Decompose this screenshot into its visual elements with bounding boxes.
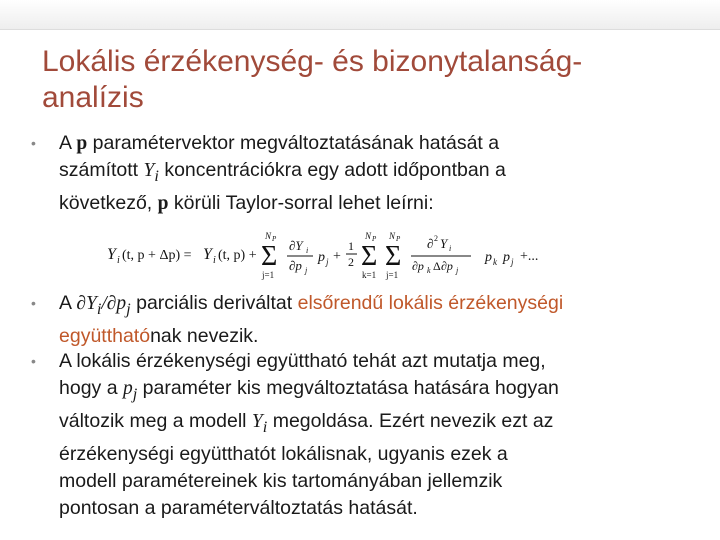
formula-lhs-Y: Y bbox=[107, 246, 116, 263]
sum2-lower: k=1 bbox=[362, 270, 377, 280]
text: A bbox=[59, 292, 77, 314]
symbol-p: p bbox=[76, 133, 88, 154]
frac2-den-a: ∂p bbox=[412, 259, 424, 273]
symbol-p: p bbox=[122, 378, 133, 399]
highlight-term: elsőrendű lokális érzékenységi bbox=[297, 292, 564, 314]
subscript-j: j bbox=[126, 299, 131, 318]
bullet2-line2 bbox=[59, 323, 720, 350]
frac2-num-sub: i bbox=[449, 244, 452, 253]
symbol-Y: Y bbox=[251, 410, 263, 432]
bullet3-line4: érzékenységi együtthatót lokálisnak, ugyanis ezek a bbox=[59, 442, 508, 465]
frac2-num-Y: Y bbox=[440, 236, 448, 251]
tail-pk-sub: k bbox=[493, 257, 497, 267]
frac2-den-delta: Δ bbox=[433, 259, 441, 273]
frac2-num-sup: 2 bbox=[434, 234, 438, 243]
tail-pk: p bbox=[485, 250, 492, 265]
term-p: p bbox=[318, 250, 325, 265]
frac2-den-j: j bbox=[456, 266, 459, 275]
bullet1-line3 bbox=[59, 190, 708, 217]
text: parciális deriváltat bbox=[130, 292, 298, 314]
bullet3-line1: A lokális érzékenységi együttható tehát azt mutatja meg, bbox=[59, 350, 546, 372]
bullet-taylor-intro bbox=[28, 130, 708, 217]
term-p-sub: j bbox=[326, 257, 329, 267]
text: paramétervektor megváltoztatásának hatását a bbox=[87, 132, 500, 154]
bullet-derivative-definition bbox=[28, 290, 720, 350]
frac2-num-partial: ∂ bbox=[427, 236, 434, 251]
sum3-lower: j=1 bbox=[386, 270, 399, 280]
text: koncentrációkra egy adott időpontban a bbox=[158, 159, 506, 181]
text: megoldása. Ezért nevezik ezt az bbox=[267, 409, 554, 432]
sum1-sigma-icon: Σ bbox=[261, 241, 278, 272]
sum2-sigma-icon: Σ bbox=[361, 241, 378, 272]
text: paraméter kis megváltoztatása hatására hogyan bbox=[137, 377, 559, 399]
bullet3-line2 bbox=[59, 375, 720, 408]
symbol-Y: Y bbox=[143, 160, 155, 181]
top-header-bar bbox=[0, 0, 720, 30]
frac1-den: ∂p bbox=[289, 258, 302, 273]
half-num: 1 bbox=[348, 239, 354, 253]
bullet-dot-icon: • bbox=[31, 295, 36, 311]
frac1-num-sub: i bbox=[306, 246, 309, 255]
formula-rhs-Y: Y bbox=[203, 246, 212, 263]
sum2-upper-sub: P bbox=[372, 235, 377, 243]
sum2-upper: N bbox=[365, 231, 372, 241]
text: hogy a bbox=[59, 377, 123, 399]
highlight-term: együttható bbox=[59, 324, 151, 347]
bullet3-line5: modell paramétereinek kis tartományában jellemzik bbox=[59, 469, 503, 492]
bullet-sensitivity-explanation bbox=[28, 348, 720, 522]
slide-title bbox=[42, 44, 692, 116]
formula-rhs-args: (t, p) + bbox=[218, 248, 257, 263]
half-den: 2 bbox=[348, 255, 354, 269]
subscript-i: i bbox=[154, 166, 159, 185]
formula-rhs-sub: i bbox=[213, 255, 216, 266]
bullet3-line6: pontosan a paraméterváltoztatás hatását. bbox=[59, 496, 418, 519]
symbol-dp: /∂p bbox=[101, 293, 127, 314]
tail-pj-sub: j bbox=[511, 257, 514, 267]
frac2-den-b: ∂p bbox=[441, 259, 453, 273]
symbol-p: p bbox=[157, 192, 169, 214]
frac1-den-sub: j bbox=[305, 266, 308, 275]
plus-sign: + bbox=[333, 249, 341, 264]
sum1-upper: N bbox=[265, 231, 272, 241]
text: változik meg a modell bbox=[59, 409, 252, 432]
subscript-j: j bbox=[132, 384, 138, 403]
bullet2-line1 bbox=[59, 290, 720, 323]
tail-pj: p bbox=[503, 250, 510, 265]
text: nak nevezik. bbox=[150, 324, 259, 347]
frac2-den-k: k bbox=[427, 266, 431, 275]
title-line-1: Lokális érzékenység- és bizonytalanság- bbox=[42, 45, 583, 78]
sum3-sigma-icon: Σ bbox=[385, 241, 402, 272]
sum1-lower: j=1 bbox=[262, 270, 275, 280]
text: A bbox=[59, 132, 77, 154]
bullet1-line2 bbox=[59, 157, 708, 190]
text: számított bbox=[59, 159, 144, 181]
sum3-upper-sub: P bbox=[396, 235, 401, 243]
taylor-series-formula bbox=[107, 228, 567, 280]
symbol-dY: ∂Y bbox=[76, 293, 97, 314]
frac1-num: ∂Y bbox=[289, 238, 303, 253]
sum3-upper: N bbox=[389, 231, 396, 241]
sum1-upper-sub: P bbox=[272, 235, 277, 243]
tail-dots: +... bbox=[520, 249, 539, 264]
bullet3-line3 bbox=[59, 408, 720, 441]
bullet-dot-icon: • bbox=[31, 353, 36, 369]
formula-lhs-args: (t, p + Δp) = bbox=[122, 248, 192, 263]
subscript-i: i bbox=[262, 417, 268, 436]
bullet-dot-icon: • bbox=[31, 135, 36, 151]
text: következő, bbox=[59, 191, 158, 214]
title-line-2: analízis bbox=[42, 81, 144, 114]
formula-lhs-sub: i bbox=[117, 255, 120, 266]
subscript-i: i bbox=[96, 299, 102, 318]
bullet1-line1 bbox=[59, 130, 708, 157]
text: körüli Taylor-sorral lehet leírni: bbox=[168, 191, 434, 214]
